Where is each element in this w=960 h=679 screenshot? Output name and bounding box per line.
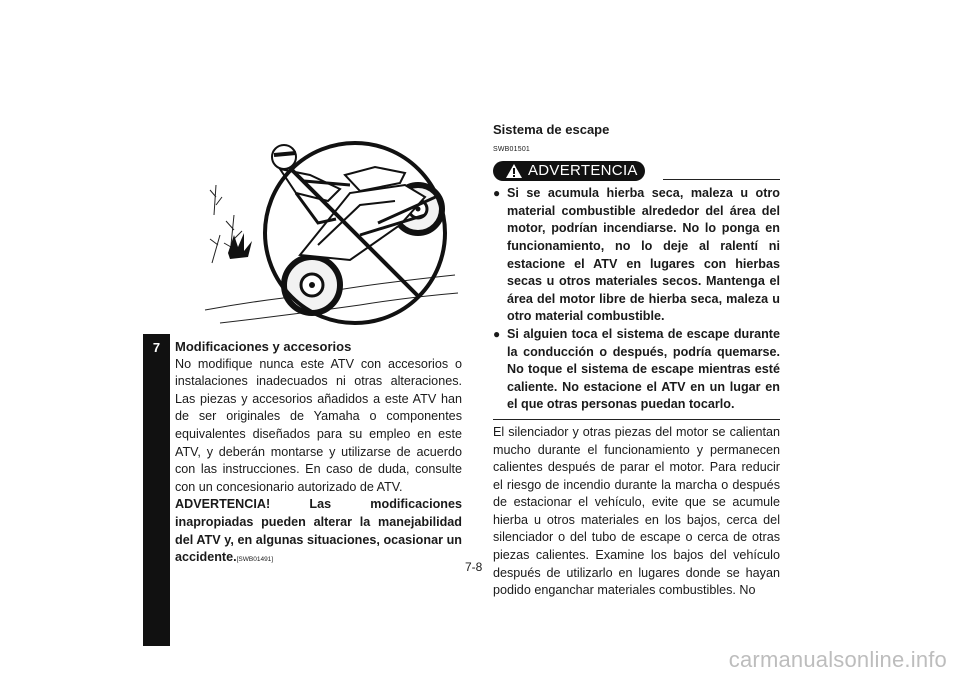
bullet-icon: ● [493,186,501,201]
warning-badge-label: ADVERTENCIA [528,162,638,180]
modifications-warning-text: ADVERTENCIA! Las modificaciones inapropiadas pueden alterar la manejabilidad del ATV y, en algunas situaciones, ocasionar un accidente. [175,497,462,565]
modifications-warning [175,496,462,568]
warning-list [493,185,780,414]
exhaust-body: El silenciador y otras piezas del motor se calientan mucho durante el funcionamiento y permanecen calientes después de parar el motor. Para reducir el riesgo de incendio durante la marcha o después de estacionar el vehículo, evite que se acumule hierba u otros materiales en los bajos, cerca del silenciador o del tubo de escape o cerca de otras piezas calientes. Examine los bajos del vehículo después de utilizarlo en lugares donde se hayan podido enganchar materiales combustibles. No [493,424,780,598]
modifications-body: No modifique nunca este ATV con accesorios o instalaciones inadecuados ni otras alteraciones. Las piezas y accesorios añadidos a este ATV han de ser originales de Yamaha o componentes equivalentes diseñados para su empleo en este ATV, y deberán montarse y utilizarse de acuerdo con las instrucciones. En caso de duda, consulte con un concesionario autorizado de ATV. [175,356,462,494]
warning-code: [SWB01491] [236,556,274,564]
chapter-tab [143,334,170,646]
left-column [175,338,462,569]
section-heading-modifications: Modificaciones y accesorios [175,339,352,354]
list-item [493,185,780,326]
list-item-text: Si se acumula hierba seca, maleza u otro material combustible alrededor del área del motor, podrían incendiarse. No lo ponga en funcionamiento, no lo deje al ralentí ni estacione el ATV en lugares con hierbas secas u otros materiales secos. Mantenga el área del motor libre de hierba seca, maleza u otro material combustible. [507,186,780,324]
warning-badge [493,161,645,181]
list-item [493,326,780,414]
exhaust-section-code: SWB01501 [493,145,531,153]
list-item-text: Si alguien toca el sistema de escape durante la conducción o después, podría quemarse. No toque el sistema de escape mientras esté caliente. No estacione el ATV en un lugar en el que otras personas puedan tocarlo. [507,326,780,412]
watermark: carmanualsonline.info [728,647,947,672]
warning-header [493,161,780,181]
page-number: 7-8 [465,560,483,574]
atv-rear-wheel [284,257,340,313]
bullet-icon: ● [493,326,501,341]
warning-rule [663,179,780,180]
warning-triangle-icon [505,163,523,179]
section-heading-exhaust: Sistema de escape [493,122,610,137]
warning-end-rule [493,419,780,420]
right-column [493,121,780,600]
atv-prohibited-illustration [200,135,465,335]
chapter-number: 7 [152,340,161,355]
